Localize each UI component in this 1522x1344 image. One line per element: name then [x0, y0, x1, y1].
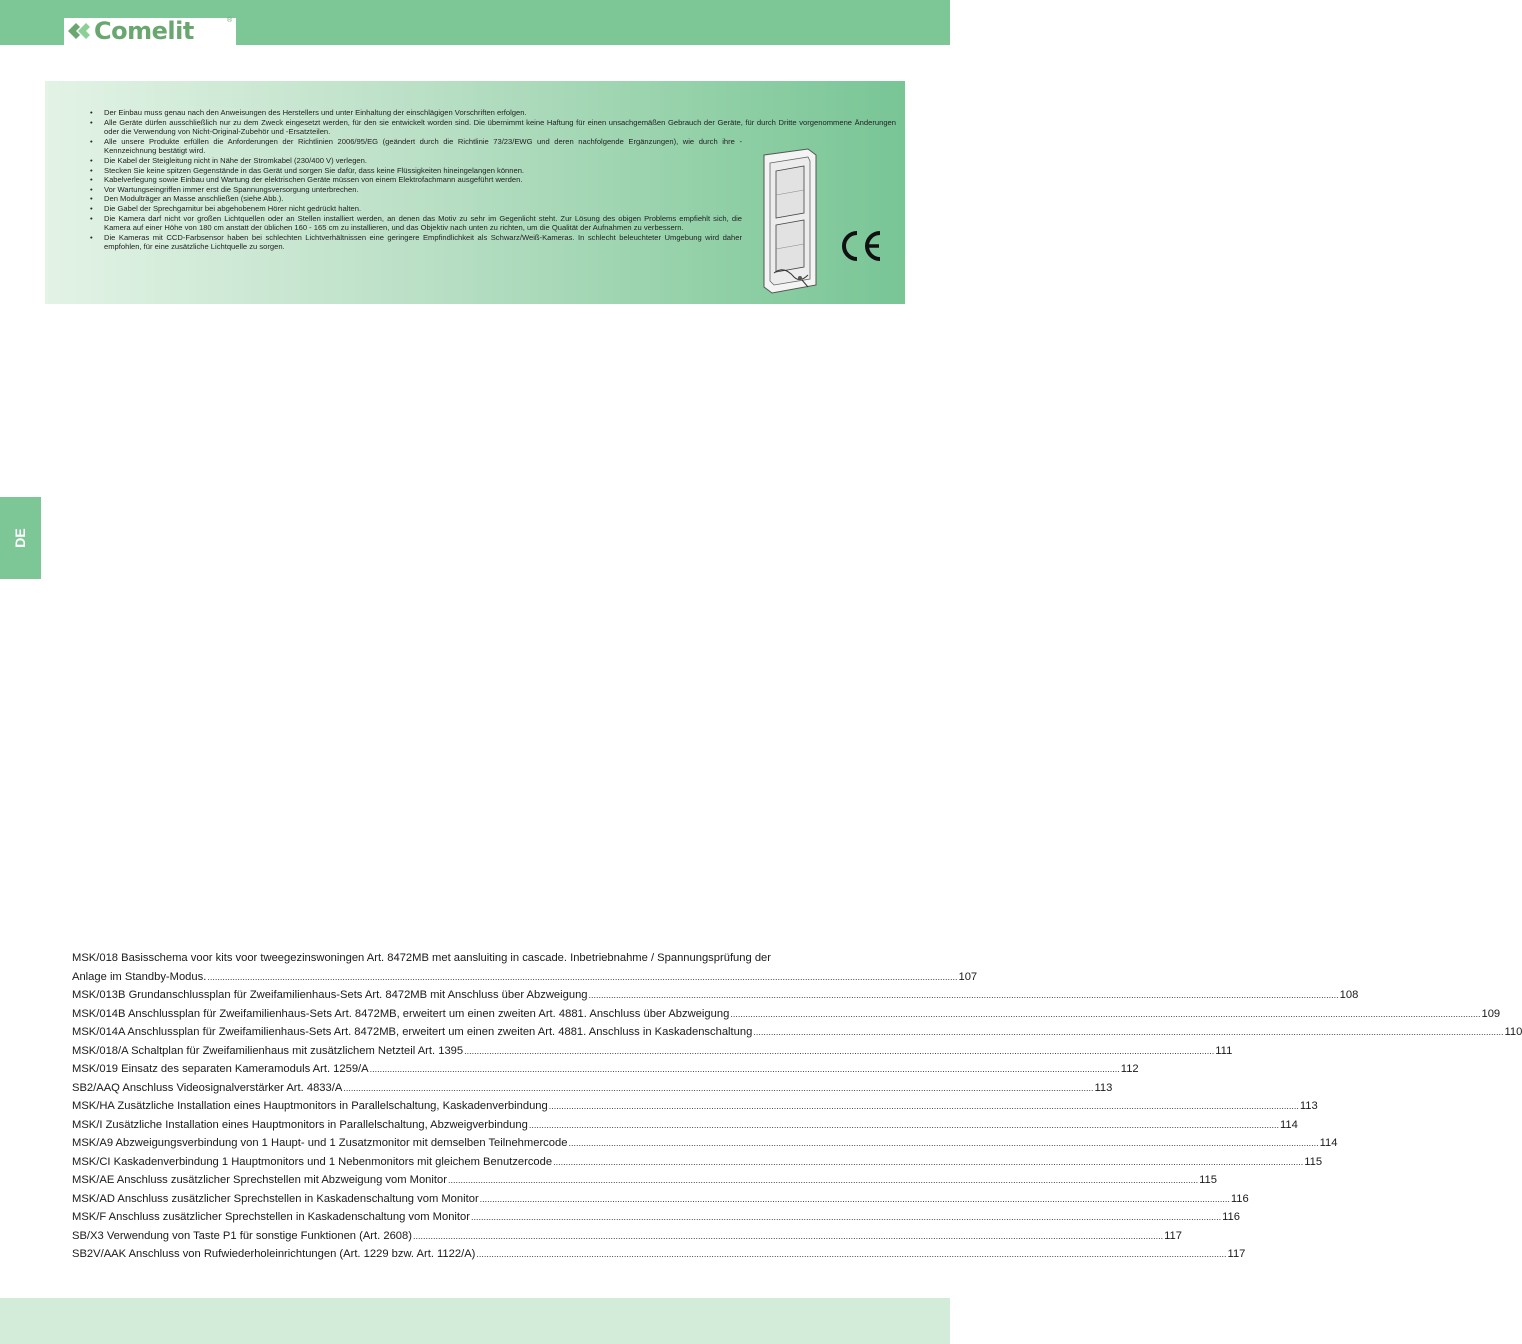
- toc-entry[interactable]: [72, 1245, 1246, 1264]
- toc-entry-title: MSK/014A Anschlussplan für Zweifamilienhaus-Sets Art. 8472MB, erweitert um einen zweiten Art. 4881. Anschluss in Kaskadenschaltung: [72, 1026, 753, 1038]
- toc-entry-title: MSK/014B Anschlussplan für Zweifamilienhaus-Sets Art. 8472MB, erweitert um einen zweiten Art. 4881. Anschluss über Abzweigung: [72, 1007, 730, 1020]
- toc-leader: ............................................................................................................................................................................................................................................................................................................: [464, 1045, 1215, 1056]
- header-bar: [0, 0, 950, 45]
- toc-entry-page: 115: [1304, 1155, 1323, 1168]
- notice-item: • Kabelverlegung sowie Einbau und Wartung der elektrischen Geräte müssen von einem Elektrofachmann ausgeführt werden.: [90, 175, 742, 185]
- toc-entry[interactable]: [72, 1134, 1338, 1153]
- toc-entry[interactable]: [72, 1208, 1240, 1227]
- toc-entry-title: Anlage im Standby-Modus.: [72, 970, 207, 983]
- notice-item: • Der Einbau muss genau nach den Anweisungen des Herstellers und unter Einhaltung der einschlägigen Vorschriften erfolgen.: [90, 108, 742, 118]
- toc-leader: ............................................................................................................................................................................................................................................................................................................: [730, 1008, 1481, 1019]
- toc-leader: ............................................................................................................................................................................................................................................................................................................: [753, 1027, 1504, 1037]
- toc-leader: ............................................................................................................................................................................................................................................................................................................: [568, 1138, 1319, 1148]
- toc-entry-page: 114: [1319, 1137, 1338, 1149]
- notice-item: • Die Kamera darf nicht vor großen Lichtquellen oder an Stellen installiert werden, an denen das Motiv zu sehr im Gegenlicht steht. Zur Lösung des obigen Problems empfiehlt sich, die Kamera auf einer Höhe von 180 cm anstatt der üblichen 160 - 165 cm zu installieren, und das Objektiv nach unten zu richten, um die Qualität der Aufnahmen zu verbessern.: [90, 214, 742, 233]
- registered-mark: ®: [227, 17, 233, 24]
- toc-entry-title: MSK/A9 Abzweigungsverbindung von 1 Haupt- und 1 Zusatzmonitor mit demselben Teilnehmercode: [72, 1137, 568, 1149]
- safety-notice-box: [45, 81, 905, 304]
- language-tab-label: DE: [12, 528, 28, 548]
- toc-entry-title: MSK/CI Kaskadenverbindung 1 Hauptmonitors und 1 Nebenmonitors mit gleichem Benutzercode: [72, 1155, 553, 1168]
- toc-leader: ............................................................................................................................................................................................................................................................................................................: [412, 1230, 1164, 1241]
- toc-entry-title: MSK/AD Anschluss zusätzlicher Sprechstellen in Kaskadenschaltung vom Monitor: [72, 1192, 479, 1205]
- ce-mark-icon: [835, 226, 885, 266]
- toc-entry-page: 107: [958, 970, 978, 983]
- toc-leader: ............................................................................................................................................................................................................................................................................................................: [528, 1119, 1279, 1130]
- toc-entry-page: 114: [1279, 1118, 1298, 1131]
- toc-entry-page: 113: [1299, 1100, 1318, 1112]
- toc-entry-page: 110: [1504, 1026, 1522, 1038]
- toc-entry-page: 115: [1199, 1174, 1217, 1186]
- toc-entry[interactable]: [72, 1023, 1522, 1042]
- toc-entry-page: 109: [1481, 1007, 1501, 1020]
- toc-entry[interactable]: [72, 1153, 1323, 1172]
- toc-leader: ............................................................................................................................................................................................................................................................................................................: [447, 1175, 1199, 1185]
- notice-item: • Die Kameras mit CCD-Farbsensor haben bei schlechten Lichtverhältnissen eine geringere Empfindlichkeit als Schwarz/Weiß-Kameras. In schlecht beleuchteter Umgebung wird daher empfohlen, für eine zusätzliche Lichtquelle zu sorgen.: [90, 233, 742, 252]
- toc-entry-page: 113: [1094, 1081, 1113, 1094]
- module-carrier-illustration: [750, 147, 822, 297]
- toc-entry-title: MSK/AE Anschluss zusätzlicher Sprechstellen mit Abzweigung vom Monitor: [72, 1174, 447, 1186]
- toc-entry[interactable]: [72, 1190, 1249, 1209]
- toc-entry-title: SB2/AAQ Anschluss Videosignalverstärker Art. 4833/A: [72, 1081, 343, 1094]
- toc-entry-title: MSK/019 Einsatz des separaten Kameramoduls Art. 1259/A: [72, 1063, 369, 1075]
- toc-entry-title: MSK/F Anschluss zusätzlicher Sprechstellen in Kaskadenschaltung vom Monitor: [72, 1211, 470, 1223]
- toc-leader: ............................................................................................................................................................................................................................................................................................................: [476, 1249, 1227, 1259]
- table-of-contents: [72, 949, 1522, 1264]
- toc-entry[interactable]: [72, 1042, 1233, 1061]
- notice-item: • Die Kabel der Steigleitung nicht in Nähe der Stromkabel (230/400 V) verlegen.: [90, 156, 742, 166]
- toc-entry-page: 108: [1339, 989, 1359, 1001]
- toc-entry-page: 111: [1215, 1044, 1233, 1057]
- toc-entry-page: 117: [1164, 1229, 1182, 1242]
- toc-entry[interactable]: [72, 968, 978, 987]
- toc-entry[interactable]: [72, 1116, 1298, 1135]
- toc-entry-page: 112: [1120, 1063, 1139, 1075]
- toc-entry[interactable]: [72, 1005, 1501, 1024]
- toc-entry[interactable]: [72, 1227, 1182, 1246]
- notice-item: • Vor Wartungseingriffen immer erst die Spannungsversorgung unterbrechen.: [90, 185, 742, 195]
- notice-item: • Den Modulträger an Masse anschließen (siehe Abb.).: [90, 194, 742, 204]
- toc-leader: ............................................................................................................................................................................................................................................................................................................: [343, 1082, 1094, 1093]
- toc-entry[interactable]: [72, 986, 1359, 1005]
- toc-entry-page: 116: [1230, 1192, 1249, 1205]
- toc-entry-title: MSK/018/A Schaltplan für Zweifamilienhaus mit zusätzlichem Netzteil Art. 1395: [72, 1044, 464, 1057]
- toc-leader: ............................................................................................................................................................................................................................................................................................................: [207, 971, 958, 982]
- logo-chevron-icon: [68, 21, 94, 41]
- toc-entry-title: MSK/I Zusätzliche Installation eines Hauptmonitors in Parallelschaltung, Abzweigverbindung: [72, 1118, 528, 1131]
- language-tab: [0, 497, 41, 579]
- toc-entry-first-line: MSK/018 Basisschema voor kits voor tweegezinswoningen Art. 8472MB met aansluiting in cascade. Inbetriebnahme / Spannungsprüfung der: [72, 952, 771, 964]
- comelit-logo: [64, 18, 236, 45]
- toc-entry[interactable]: [72, 1079, 1113, 1098]
- toc-leader: ............................................................................................................................................................................................................................................................................................................: [588, 990, 1339, 1000]
- notice-item: • Alle unsere Produkte erfüllen die Anforderungen der Richtlinien 2006/95/EG (geändert durch die Richtlinie 73/23/EWG und deren nachfolgende Ergänzungen), wie durch ihre -Kennzeichnung bestätigt wird.: [90, 137, 742, 156]
- notice-item: • Alle Geräte dürfen ausschließlich nur zu dem Zweck eingesetzt werden, für den sie entwickelt worden sind. Die übernimmt keine Haftung für einen unsachgemäßen Gebrauch der Geräte, für durch Dritte vorgenommene Änderungen oder die Verwendung von Nicht-Original-Zubehör und -Ersatzteilen.: [90, 118, 896, 137]
- toc-entry[interactable]: [72, 1097, 1318, 1116]
- toc-entry-title: SB/X3 Verwendung von Taste P1 für sonstige Funktionen (Art. 2608): [72, 1229, 412, 1242]
- safety-notice-list: [90, 108, 896, 252]
- toc-leader: ............................................................................................................................................................................................................................................................................................................: [553, 1156, 1304, 1167]
- notice-item: • Die Gabel der Sprechgarnitur bei abgehobenem Hörer nicht gedrückt halten.: [90, 204, 742, 214]
- logo-text: Comelit: [94, 17, 194, 45]
- toc-entry[interactable]: [72, 1171, 1217, 1190]
- toc-entry-title: MSK/013B Grundanschlussplan für Zweifamilienhaus-Sets Art. 8472MB mit Anschluss über Abzweigung: [72, 989, 588, 1001]
- toc-entry-page: 117: [1227, 1248, 1246, 1260]
- toc-entry-page: 116: [1222, 1211, 1240, 1223]
- toc-entry-title: SB2V/AAK Anschluss von Rufwiederholeinrichtungen (Art. 1229 bzw. Art. 1122/A): [72, 1248, 476, 1260]
- toc-leader: ............................................................................................................................................................................................................................................................................................................: [369, 1064, 1120, 1074]
- footer-bar: [0, 1298, 950, 1344]
- toc-leader: ............................................................................................................................................................................................................................................................................................................: [548, 1101, 1299, 1111]
- toc-leader: ............................................................................................................................................................................................................................................................................................................: [479, 1193, 1230, 1204]
- toc-leader: ............................................................................................................................................................................................................................................................................................................: [470, 1212, 1222, 1222]
- notice-item: • Stecken Sie keine spitzen Gegenstände in das Gerät und sorgen Sie dafür, dass keine Flüssigkeiten hineingelangen können.: [90, 166, 742, 176]
- toc-entry[interactable]: [72, 1060, 1139, 1079]
- toc-entry-title: MSK/HA Zusätzliche Installation eines Hauptmonitors in Parallelschaltung, Kaskadenverbindung: [72, 1100, 548, 1112]
